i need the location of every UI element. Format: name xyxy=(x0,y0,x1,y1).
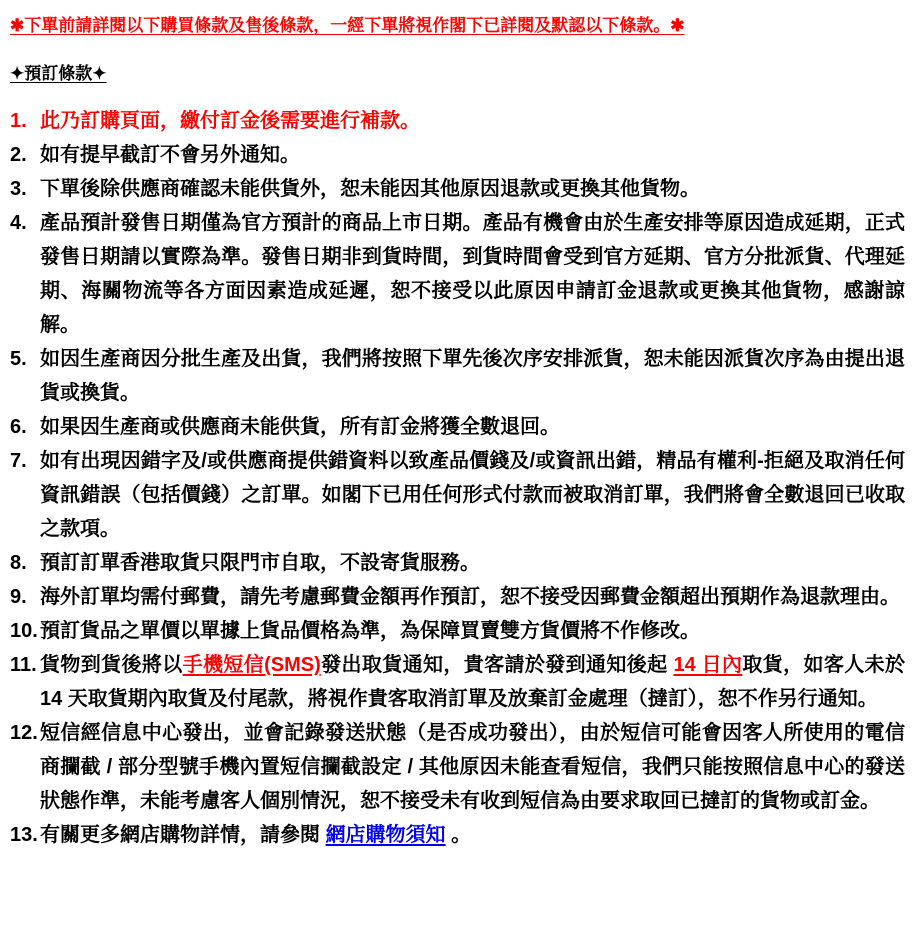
shop-guide-link[interactable]: 網店購物須知 xyxy=(325,824,446,846)
term-text: 下單後除供應商確認未能供貨外，恕未能因其他原因退款或更換其他貨物。 xyxy=(40,178,700,200)
term-item-8 xyxy=(10,546,905,580)
preorder-terms-heading: ✦預訂條款✦ xyxy=(10,64,107,83)
term-item-6 xyxy=(10,410,905,444)
term-text: 海外訂單均需付郵費，請先考慮郵費金額再作預訂，恕不接受因郵費金額超出預期作為退款理由。 xyxy=(40,586,900,608)
pickup-deadline-emphasis: 14 日內 xyxy=(673,654,743,676)
term-item-9 xyxy=(10,580,905,614)
sms-notice-emphasis: 手機短信(SMS) xyxy=(182,654,321,676)
term-text: 短信經信息中心發出，並會記錄發送狀態（是否成功發出），由於短信可能會因客人所使用的電信商攔截 / 部分型號手機內置短信攔截設定 / 其他原因未能查看短信，我們只能按照信息中心的發送狀態作準，未能考慮客人個別情況，恕不接受未有收到短信為由要求取回已撻訂的貨物或訂金。 xyxy=(40,722,905,812)
term-item-11 xyxy=(10,648,905,716)
term-number: 13. xyxy=(10,824,38,846)
term-item-3 xyxy=(10,172,905,206)
term-number: 8. xyxy=(10,552,27,574)
term-item-7 xyxy=(10,444,905,546)
term-number: 3. xyxy=(10,178,27,200)
term-number: 12. xyxy=(10,722,38,744)
term-number: 2. xyxy=(10,144,27,166)
term-item-13 xyxy=(10,818,905,852)
term-number: 7. xyxy=(10,450,27,472)
term-text: 產品預計發售日期僅為官方預計的商品上市日期。產品有機會由於生產安排等原因造成延期，正式發售日期請以實際為準。發售日期非到貨時間，到貨時間會受到官方延期、官方分批派貨、代理延期、海關物流等各方面因素造成延遲，恕不接受以此原因申請訂金退款或更換其他貨物，感謝諒解。 xyxy=(40,212,905,336)
term-item-5 xyxy=(10,342,905,410)
purchase-notice-title: ✱下單前請詳閱以下購買條款及售後條款，一經下單將視作閣下已詳閱及默認以下條款。✱ xyxy=(10,16,685,35)
term-text: 如有提早截訂不會另外通知。 xyxy=(40,144,300,166)
term-item-12 xyxy=(10,716,905,818)
term-item-10 xyxy=(10,614,905,648)
term-number: 10. xyxy=(10,620,38,642)
term-text: 貨物到貨後將以手機短信(SMS)發出取貨通知，貴客請於發到通知後起 14 日內取貨，如客人未於14 天取貨期內取貨及付尾款，將視作貴客取消訂單及放棄訂金處理（撻訂），恕不作另行通知。 xyxy=(40,654,906,710)
term-number: 11. xyxy=(10,654,37,676)
term-number: 5. xyxy=(10,348,27,370)
term-text: 有關更多網店購物詳情，請參閱 網店購物須知 。 xyxy=(40,824,472,846)
term-text: 如因生產商因分批生產及出貨，我們將按照下單先後次序安排派貨，恕未能因派貨次序為由提出退貨或換貨。 xyxy=(40,348,905,404)
term-text: 此乃訂購頁面，繳付訂金後需要進行補款。 xyxy=(40,110,420,132)
terms-list xyxy=(10,104,905,852)
term-number: 6. xyxy=(10,416,27,438)
term-number: 4. xyxy=(10,212,27,234)
term-text: 預訂訂單香港取貨只限門市自取，不設寄貨服務。 xyxy=(40,552,480,574)
term-text: 預訂貨品之單價以單據上貨品價格為準，為保障買賣雙方貨價將不作修改。 xyxy=(40,620,700,642)
term-item-1 xyxy=(10,104,905,138)
term-item-4 xyxy=(10,206,905,342)
term-item-2 xyxy=(10,138,905,172)
term-number: 1. xyxy=(10,110,27,132)
term-text: 如果因生產商或供應商未能供貨，所有訂金將獲全數退回。 xyxy=(40,416,560,438)
term-number: 9. xyxy=(10,586,27,608)
term-text: 如有出現因錯字及/或供應商提供錯資料以致產品價錢及/或資訊出錯，精品有權利-拒絕及取消任何資訊錯誤（包括價錢）之訂單。如閣下已用任何形式付款而被取消訂單，我們將會全數退回已收取之款項。 xyxy=(40,450,905,540)
